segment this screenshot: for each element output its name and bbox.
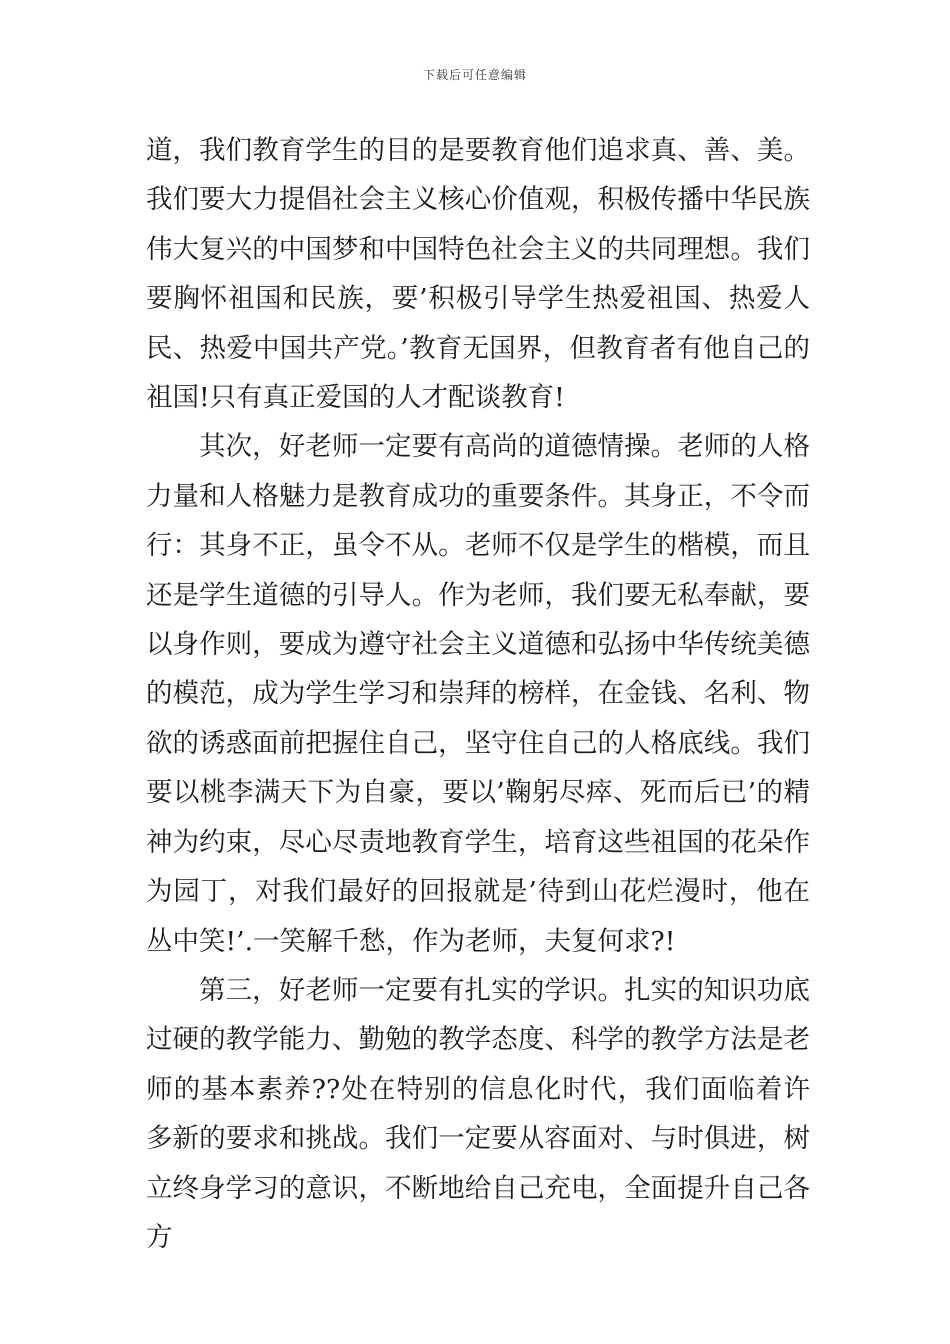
paragraph-2: 其次，好老师一定要有高尚的道德情操。老师的人格力量和人格魅力是教育成功的重要条件。其身正，不令而行：其身不正，虽令不从。老师不仅是学生的楷模，而且还是学生道德的引导人。作为老师，我们要无私奉献，要以身作则，要成为遵守社会主义道德和弘扬中华传统美德的模范，成为学生学习和崇拜的榜样，在金钱、名利、物欲的诱惑面前把握住自己，坚守住自己的人格底线。我们要以桃李满天下为自豪，要以’鞠躬尽瘁、死而后已’的精神为约束，尽心尽责地教育学生，培育这些祖国的花朵作为园丁，对我们最好的回报就是’待到山花烂漫时，他在丛中笑!’.一笑解千愁，作为老师，夫复何求?!	[146, 431, 810, 957]
paragraph-1: 道，我们教育学生的目的是要教育他们追求真、善、美。我们要大力提倡社会主义核心价值观，积极传播中华民族伟大复兴的中国梦和中国特色社会主义的共同理想。我们要胸怀祖国和民族，要’积极引导学生热爱祖国、热爱人民、热爱中国共产党。’教育无国界，但教育者有他自己的祖国!只有真正爱国的人才配谈教育!	[146, 135, 810, 414]
page-header: 下载后可任意编辑	[422, 68, 527, 82]
paragraph-3: 第三，好老师一定要有扎实的学识。扎实的知识功底过硬的教学能力、勤勉的教学态度、科学的教学方法是老师的基本素养??处在特别的信息化时代，我们面临着许多新的要求和挑战。我们一定要从容面对、与时俱进，树立终身学习的意识，不断地给自己充电，全面提升自己各方	[146, 974, 810, 1253]
document-body	[146, 126, 810, 1262]
